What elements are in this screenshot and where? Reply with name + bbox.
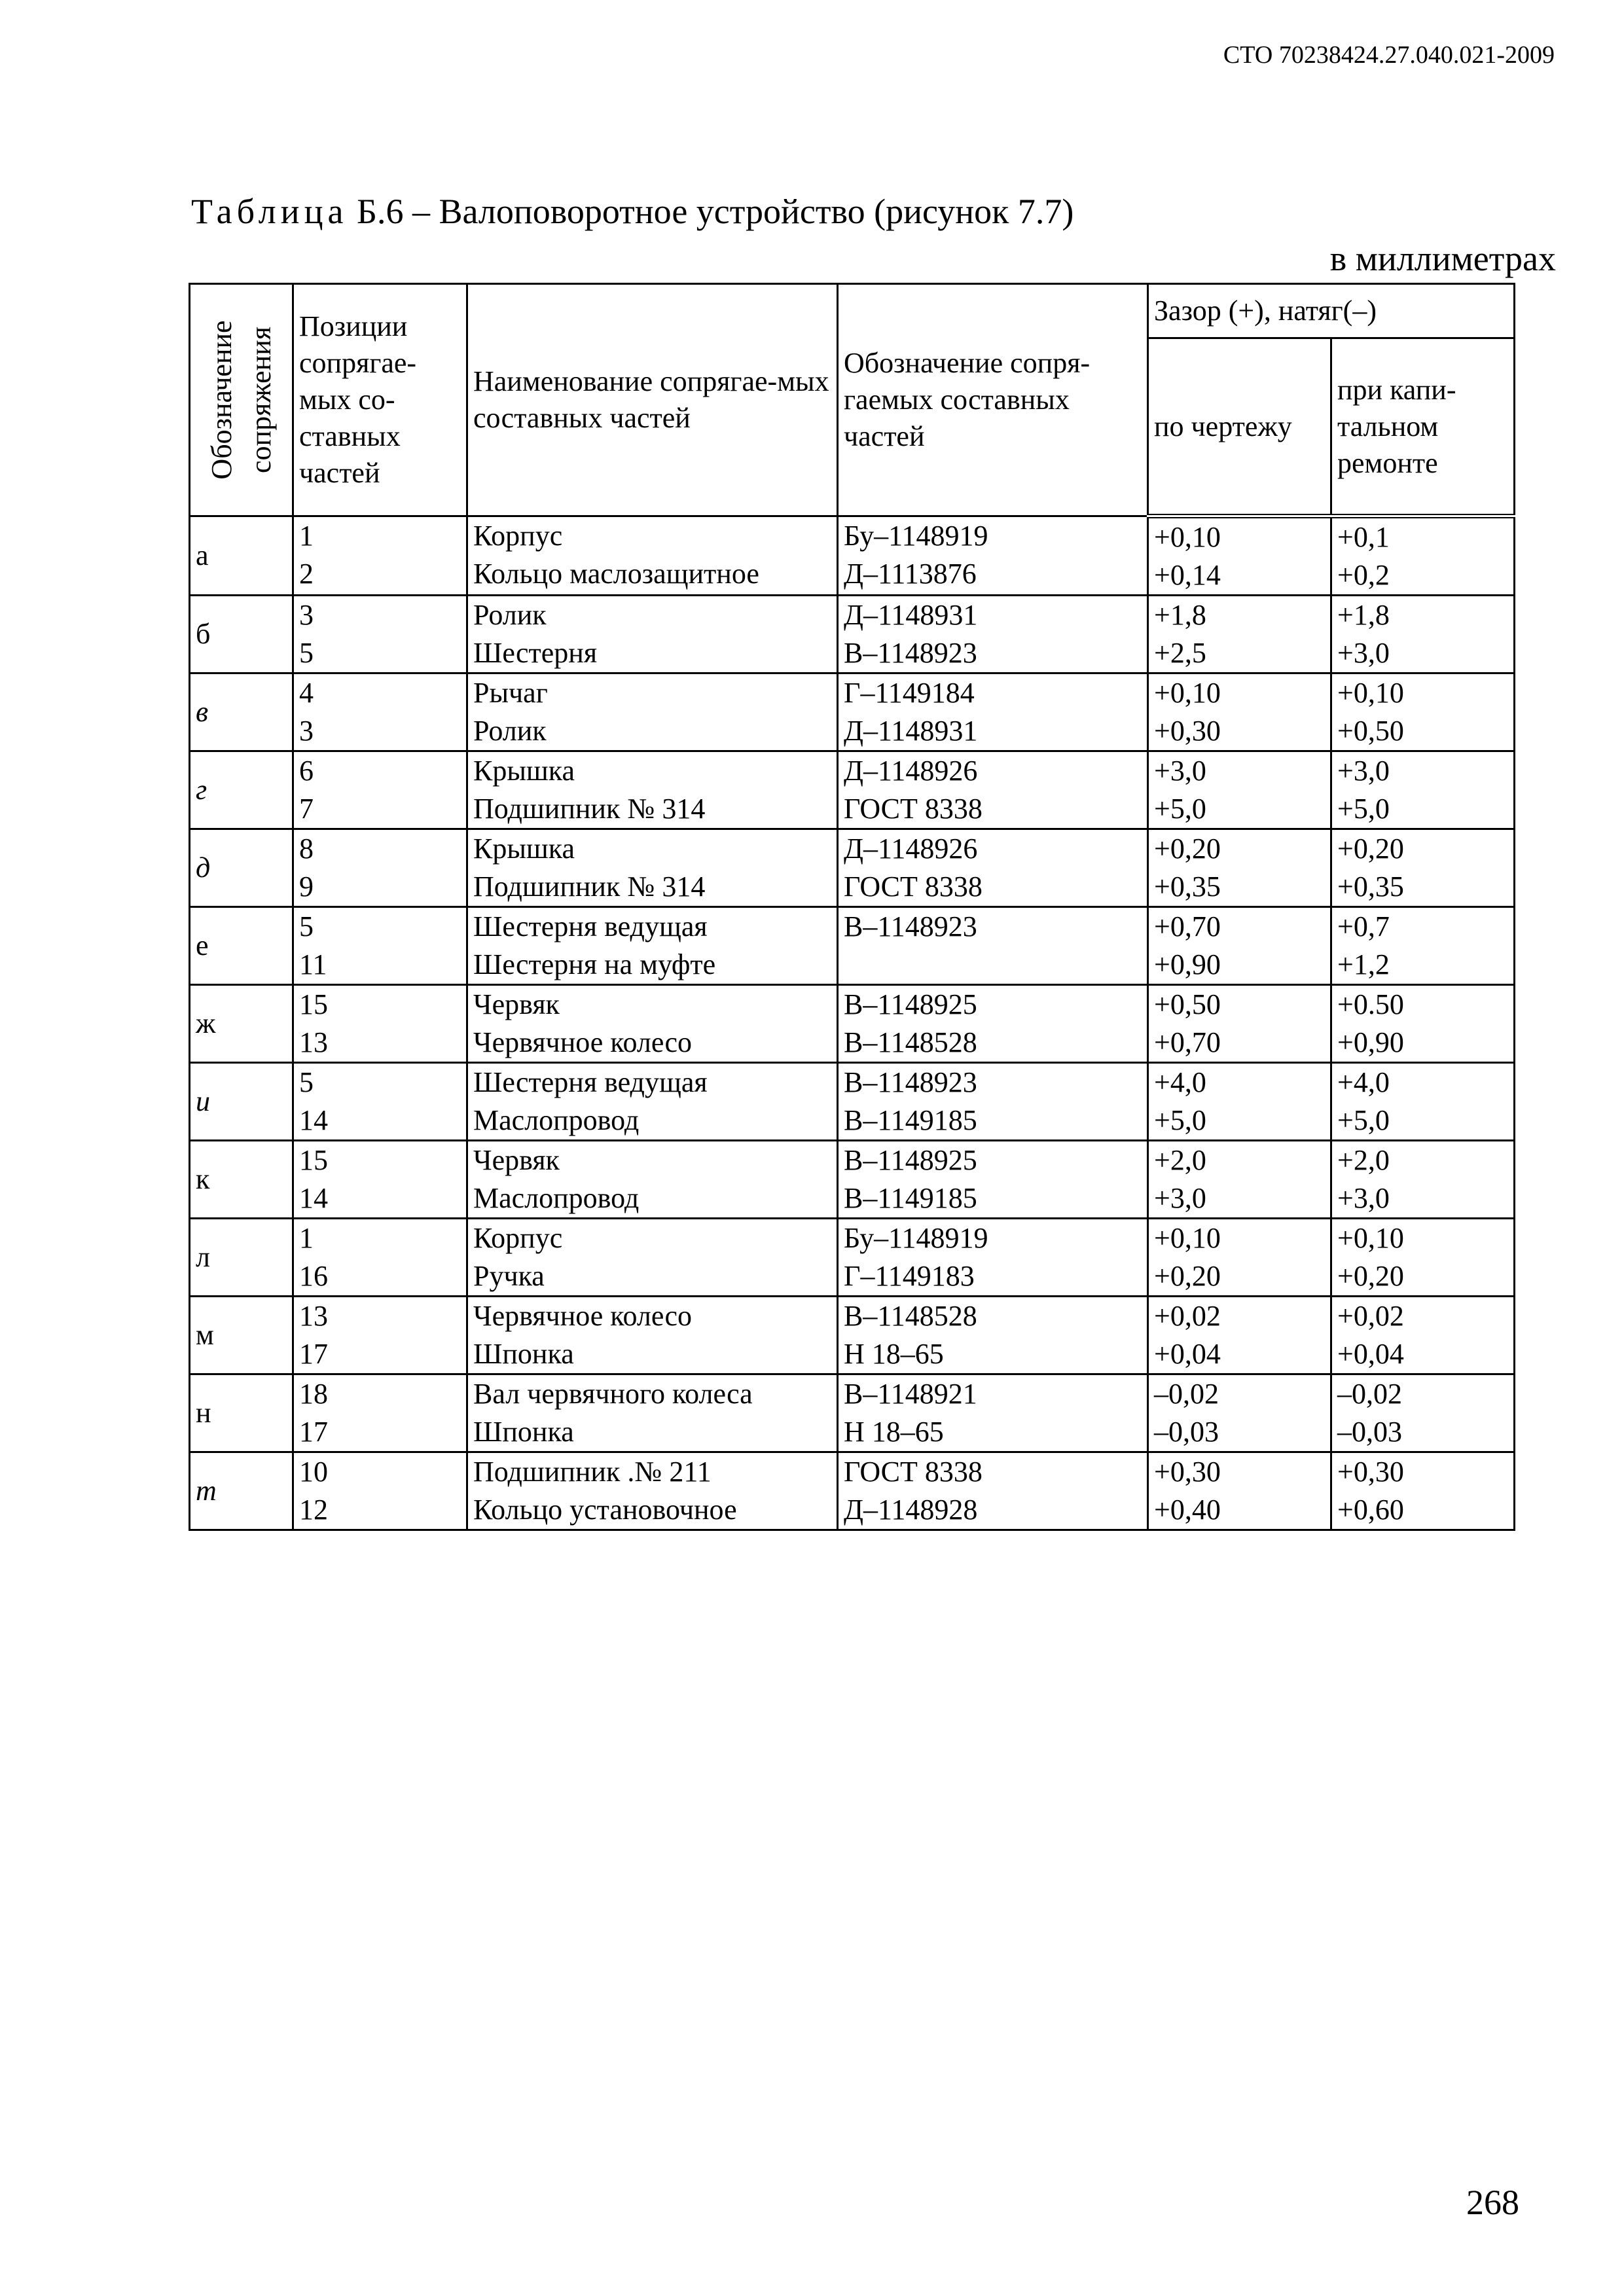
gap-drawing-cell (1148, 1297, 1331, 1374)
position-line: 1 (299, 520, 314, 552)
designation-cell (838, 673, 1148, 751)
part-name-line: Червячное колесо (473, 1300, 692, 1332)
gap-drawing-cell (1148, 1374, 1331, 1452)
table-row (190, 1063, 1515, 1141)
part-name-cell (467, 673, 838, 751)
position-cell (293, 1219, 467, 1297)
part-name-cell (467, 751, 838, 829)
designation-line: Д–1113876 (844, 558, 977, 590)
designation-line: Д–1148931 (844, 599, 978, 631)
gap-overhaul-line: +0,20 (1337, 1260, 1404, 1292)
gap-overhaul-line: +0,50 (1337, 715, 1404, 747)
caption-prefix: Таблица (191, 192, 348, 231)
gap-drawing-line: +0,35 (1154, 870, 1221, 903)
caption-text: Б.6 – Валоповоротное устройство (рисунок 7.7) (348, 192, 1074, 231)
position-line: 14 (299, 1104, 328, 1136)
designation-line: В–1148528 (844, 1300, 977, 1332)
page-number: 268 (1466, 2183, 1519, 2222)
document-code: СТО 70238424.27.040.021-2009 (1223, 41, 1555, 69)
position-line: 16 (299, 1260, 328, 1292)
gap-overhaul-line: +1,8 (1337, 599, 1390, 631)
position-line: 14 (299, 1182, 328, 1214)
gap-overhaul-cell (1331, 829, 1515, 907)
header-gap-group: Зазор (+), натяг(–) (1148, 284, 1515, 338)
gap-overhaul-line: +0,10 (1337, 677, 1404, 709)
part-name-cell (467, 1452, 838, 1530)
table-row (190, 907, 1515, 985)
table-row (190, 829, 1515, 907)
mate-code-cell: а (190, 516, 293, 596)
designation-cell (838, 1374, 1148, 1452)
part-name-line: Шестерня ведущая (473, 910, 708, 942)
position-line: 17 (299, 1416, 328, 1448)
position-cell (293, 1141, 467, 1219)
gap-overhaul-cell (1331, 516, 1515, 596)
mate-code-cell: т (190, 1452, 293, 1530)
position-line: 13 (299, 1026, 328, 1058)
gap-drawing-line: –0,02 (1154, 1378, 1219, 1410)
position-line: 8 (299, 833, 314, 865)
position-cell (293, 1452, 467, 1530)
gap-drawing-line: +3,0 (1154, 1182, 1206, 1214)
header-row-top (190, 284, 1515, 338)
position-line: 15 (299, 1144, 328, 1176)
position-line: 5 (299, 637, 314, 669)
designation-line: Д–1148928 (844, 1494, 978, 1526)
designation-cell (838, 907, 1148, 985)
gap-overhaul-cell (1331, 907, 1515, 985)
gap-drawing-line: +3,0 (1154, 755, 1206, 787)
position-line: 4 (299, 677, 314, 709)
position-line: 13 (299, 1300, 328, 1332)
gap-drawing-line: +0,70 (1154, 1026, 1221, 1058)
part-name-line: Ролик (473, 599, 547, 631)
part-name-cell (467, 985, 838, 1063)
position-line: 11 (299, 948, 327, 980)
position-line: 3 (299, 715, 314, 747)
gap-drawing-cell (1148, 516, 1331, 596)
designation-line: В–1148925 (844, 988, 977, 1020)
part-name-line: Червяк (473, 988, 560, 1020)
part-name-cell (467, 1141, 838, 1219)
designation-line: Н 18–65 (844, 1416, 944, 1448)
header-mate (190, 284, 293, 516)
mate-code-cell: д (190, 829, 293, 907)
part-name-cell (467, 596, 838, 673)
part-name-line: Червячное колесо (473, 1026, 692, 1058)
gap-overhaul-line: +0,35 (1337, 870, 1404, 903)
header-by-drawing: по чертежу (1148, 338, 1331, 516)
part-name-cell (467, 1219, 838, 1297)
position-line: 15 (299, 988, 328, 1020)
designation-line: ГОСТ 8338 (844, 870, 983, 903)
designation-line: Г–1149183 (844, 1260, 975, 1292)
gap-overhaul-line: +0,90 (1337, 1026, 1404, 1058)
part-name-line: Рычаг (473, 677, 548, 709)
position-line: 6 (299, 755, 314, 787)
designation-line: ГОСТ 8338 (844, 1456, 983, 1488)
designation-cell (838, 1297, 1148, 1374)
mate-code-cell: г (190, 751, 293, 829)
gap-drawing-line: +0,50 (1154, 988, 1221, 1020)
gap-drawing-line: +0,90 (1154, 948, 1221, 980)
gap-drawing-line: +0,04 (1154, 1338, 1221, 1370)
table-row (190, 751, 1515, 829)
gap-overhaul-line: +2,0 (1337, 1144, 1390, 1176)
gap-overhaul-cell (1331, 1297, 1515, 1374)
header-positions: Позиции сопрягае-мых со-ставных частей (293, 284, 467, 516)
table-row (190, 1297, 1515, 1374)
part-name-line: Корпус (473, 520, 563, 552)
gap-drawing-cell (1148, 1219, 1331, 1297)
gap-drawing-cell (1148, 1452, 1331, 1530)
header-names: Наименование сопрягае-мых составных частей (467, 284, 838, 516)
part-name-line: Маслопровод (473, 1104, 640, 1136)
mate-code-cell: е (190, 907, 293, 985)
part-name-line: Подшипник № 314 (473, 870, 706, 903)
part-name-line: Шестерня на муфте (473, 948, 716, 980)
designation-cell (838, 1063, 1148, 1141)
gap-drawing-line: +0,30 (1154, 1456, 1221, 1488)
part-name-line: Ролик (473, 715, 547, 747)
gap-overhaul-cell (1331, 1141, 1515, 1219)
table-caption (191, 191, 1074, 232)
gap-overhaul-cell (1331, 1063, 1515, 1141)
gap-overhaul-line: +0,20 (1337, 833, 1404, 865)
gap-overhaul-cell (1331, 985, 1515, 1063)
mate-code-cell: ж (190, 985, 293, 1063)
designation-cell (838, 1141, 1148, 1219)
gap-overhaul-line: +0,30 (1337, 1456, 1404, 1488)
position-line: 9 (299, 870, 314, 903)
gap-overhaul-line: +5,0 (1337, 793, 1390, 825)
designation-cell (838, 596, 1148, 673)
table-row (190, 1141, 1515, 1219)
gap-overhaul-line: +4,0 (1337, 1066, 1390, 1098)
gap-drawing-line: +4,0 (1154, 1066, 1206, 1098)
table-row (190, 1219, 1515, 1297)
mate-code-cell: б (190, 596, 293, 673)
gap-overhaul-line: +0,7 (1337, 910, 1390, 942)
designation-cell (838, 1219, 1148, 1297)
gap-overhaul-line: –0,02 (1337, 1378, 1402, 1410)
gap-overhaul-line: +0,10 (1337, 1222, 1404, 1254)
designation-line: В–1148923 (844, 637, 977, 669)
position-cell (293, 516, 467, 596)
gap-drawing-cell (1148, 596, 1331, 673)
designation-line: В–1148923 (844, 1066, 977, 1098)
position-cell (293, 596, 467, 673)
part-name-line: Ручка (473, 1260, 545, 1292)
header-at-overhaul: при капи-тальном ремонте (1331, 338, 1515, 516)
table-body (190, 516, 1515, 1530)
part-name-cell (467, 907, 838, 985)
position-line: 1 (299, 1222, 314, 1254)
position-cell (293, 829, 467, 907)
designation-line: В–1148923 (844, 910, 977, 942)
position-line: 17 (299, 1338, 328, 1370)
designation-line: Бу–1148919 (844, 520, 988, 552)
gap-overhaul-cell (1331, 596, 1515, 673)
gap-drawing-line: +0,10 (1154, 677, 1221, 709)
designation-line: Н 18–65 (844, 1338, 944, 1370)
part-name-line: Шестерня (473, 637, 598, 669)
part-name-line: Маслопровод (473, 1182, 640, 1214)
part-name-cell (467, 516, 838, 596)
gap-overhaul-line: +0,60 (1337, 1494, 1404, 1526)
gap-drawing-line: +0,30 (1154, 715, 1221, 747)
gap-drawing-line: +0,10 (1154, 1222, 1221, 1254)
part-name-cell (467, 829, 838, 907)
gap-drawing-cell (1148, 673, 1331, 751)
mate-code-cell: к (190, 1141, 293, 1219)
position-line: 18 (299, 1378, 328, 1410)
part-name-line: Подшипник № 314 (473, 793, 706, 825)
mate-code-cell: л (190, 1219, 293, 1297)
gap-drawing-line: +5,0 (1154, 793, 1206, 825)
gap-drawing-line: +0,02 (1154, 1300, 1221, 1332)
mate-code-cell: в (190, 673, 293, 751)
gap-overhaul-cell (1331, 1374, 1515, 1452)
gap-drawing-line: –0,03 (1154, 1416, 1219, 1448)
part-name-line: Шпонка (473, 1416, 574, 1448)
position-cell (293, 673, 467, 751)
designation-line: Д–1148931 (844, 715, 978, 747)
gap-drawing-cell (1148, 1141, 1331, 1219)
position-cell (293, 1297, 467, 1374)
gap-overhaul-line: +0,1 (1337, 521, 1390, 553)
position-line: 5 (299, 1066, 314, 1098)
gap-drawing-cell (1148, 829, 1331, 907)
table-row (190, 596, 1515, 673)
gap-drawing-line: +0,14 (1154, 559, 1221, 591)
designation-line: Бу–1148919 (844, 1222, 988, 1254)
gap-overhaul-line: +1,2 (1337, 948, 1390, 980)
designation-line: В–1148925 (844, 1144, 977, 1176)
position-line: 5 (299, 910, 314, 942)
part-name-line: Шестерня ведущая (473, 1066, 708, 1098)
mate-code-cell: м (190, 1297, 293, 1374)
gap-overhaul-cell (1331, 673, 1515, 751)
gap-overhaul-cell (1331, 751, 1515, 829)
table-row (190, 673, 1515, 751)
gap-drawing-cell (1148, 907, 1331, 985)
table-row (190, 985, 1515, 1063)
mate-code-cell: н (190, 1374, 293, 1452)
designation-line (844, 946, 1142, 984)
gap-drawing-cell (1148, 1063, 1331, 1141)
table-row (190, 1374, 1515, 1452)
part-name-cell (467, 1297, 838, 1374)
designation-line: ГОСТ 8338 (844, 793, 983, 825)
header-designations: Обозначение сопря-гаемых составных частей (838, 284, 1148, 516)
part-name-line: Кольцо установочное (473, 1494, 737, 1526)
table-row (190, 516, 1515, 596)
units-note: в миллиметрах (1329, 239, 1556, 278)
gap-drawing-line: +0,10 (1154, 521, 1221, 553)
part-name-line: Крышка (473, 833, 575, 865)
designation-cell (838, 1452, 1148, 1530)
gap-drawing-line: +0,20 (1154, 1260, 1221, 1292)
position-line: 3 (299, 599, 314, 631)
part-name-line: Кольцо маслозащитное (473, 558, 759, 590)
designation-line: В–1149185 (844, 1104, 977, 1136)
gap-overhaul-line: +0,2 (1337, 559, 1390, 591)
designation-line: Г–1149184 (844, 677, 975, 709)
position-cell (293, 1063, 467, 1141)
clearance-table (189, 283, 1515, 1531)
position-line: 7 (299, 793, 314, 825)
position-cell (293, 1374, 467, 1452)
position-cell (293, 985, 467, 1063)
header-mate-label: Обозначение сопряжения (205, 320, 277, 480)
part-name-line: Шпонка (473, 1338, 574, 1370)
designation-cell (838, 985, 1148, 1063)
designation-line: В–1148921 (844, 1378, 977, 1410)
designation-line: Д–1148926 (844, 833, 978, 865)
position-line: 10 (299, 1456, 328, 1488)
part-name-line: Червяк (473, 1144, 560, 1176)
gap-drawing-line: +0,70 (1154, 910, 1221, 942)
part-name-line: Вал червячного колеса (473, 1378, 753, 1410)
designation-cell (838, 829, 1148, 907)
gap-drawing-line: +2,5 (1154, 637, 1206, 669)
gap-overhaul-line: +3,0 (1337, 1182, 1390, 1214)
part-name-cell (467, 1374, 838, 1452)
designation-line: В–1149185 (844, 1182, 977, 1214)
gap-drawing-line: +0,40 (1154, 1494, 1221, 1526)
gap-drawing-line: +2,0 (1154, 1144, 1206, 1176)
gap-overhaul-line: +0,02 (1337, 1300, 1404, 1332)
gap-drawing-line: +5,0 (1154, 1104, 1206, 1136)
mate-code-cell: и (190, 1063, 293, 1141)
gap-overhaul-line: +3,0 (1337, 755, 1390, 787)
gap-overhaul-line: +0,04 (1337, 1338, 1404, 1370)
gap-overhaul-cell (1331, 1452, 1515, 1530)
designation-line: Д–1148926 (844, 755, 978, 787)
position-cell (293, 907, 467, 985)
designation-cell (838, 516, 1148, 596)
gap-overhaul-line: +0.50 (1337, 988, 1404, 1020)
position-line: 2 (299, 558, 314, 590)
part-name-line: Подшипник .№ 211 (473, 1456, 712, 1488)
gap-overhaul-line: +5,0 (1337, 1104, 1390, 1136)
gap-drawing-cell (1148, 751, 1331, 829)
gap-drawing-line: +0,20 (1154, 833, 1221, 865)
gap-overhaul-cell (1331, 1219, 1515, 1297)
table-row (190, 1452, 1515, 1530)
position-cell (293, 751, 467, 829)
part-name-cell (467, 1063, 838, 1141)
position-line: 12 (299, 1494, 328, 1526)
gap-drawing-line: +1,8 (1154, 599, 1206, 631)
part-name-line: Корпус (473, 1222, 563, 1254)
part-name-line: Крышка (473, 755, 575, 787)
gap-overhaul-line: +3,0 (1337, 637, 1390, 669)
designation-cell (838, 751, 1148, 829)
gap-drawing-cell (1148, 985, 1331, 1063)
designation-line: В–1148528 (844, 1026, 977, 1058)
gap-overhaul-line: –0,03 (1337, 1416, 1402, 1448)
